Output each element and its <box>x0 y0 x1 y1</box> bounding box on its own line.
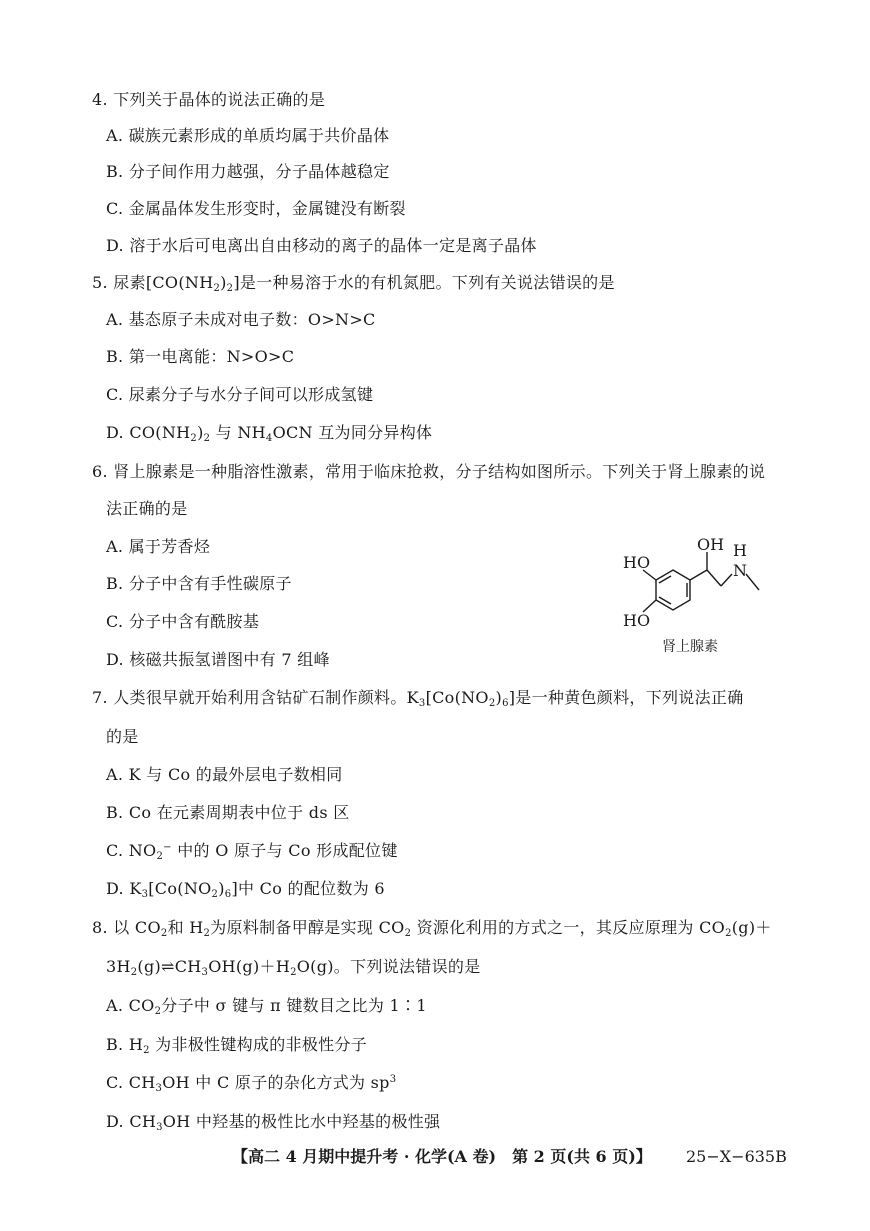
q4-stem: 4. 下列关于晶体的说法正确的是 <box>92 90 326 109</box>
q4-option-a: A. 碳族元素形成的单质均属于共价晶体 <box>106 126 390 145</box>
q6-option-b: B. 分子中含有手性碳原子 <box>106 574 292 593</box>
q6-option-d: D. 核磁共振氢谱图中有 7 组峰 <box>106 650 330 669</box>
q8-option-d: D. $CH_3OH$ 中羟基的极性比水中羟基的极性强 <box>106 1112 441 1133</box>
q5-option-a: A. 基态原子未成对电子数：O>N>C <box>106 310 376 329</box>
q7-option-d: D. $K_3[Co(NO_2)_6]$中 Co 的配位数为 6 <box>106 879 385 900</box>
ho-top-label: HO <box>623 553 651 572</box>
q5-option-b: B. 第一电离能：N>O>C <box>106 347 295 366</box>
q8-option-a: A. $CO_2$分子中 σ 键与 π 键数目之比为 1∶1 <box>106 996 427 1017</box>
q5-option-c: C. 尿素分子与水分子间可以形成氢键 <box>106 385 374 404</box>
side-chain-bond-2 <box>707 570 721 586</box>
q8-option-c: C. $CH_3OH$ 中 C 原子的杂化方式为 $sp^3$ <box>106 1073 397 1094</box>
q4-option-c: C. 金属晶体发生形变时，金属键没有断裂 <box>106 199 406 218</box>
q6-stem-line1: 6. 肾上腺素是一种脂溶性激素，常用于临床抢救，分子结构如图所示。下列关于肾上腺素的说 <box>92 462 766 481</box>
structure-caption: 肾上腺素 <box>662 639 718 655</box>
q8-option-b: B. $H_2$ 为非极性键构成的非极性分子 <box>106 1035 368 1056</box>
page-footer-code: 25−X−635B <box>686 1147 787 1166</box>
h-label: H <box>733 541 747 560</box>
benzene-ring <box>656 570 690 610</box>
q8-stem-line1: 8. 以 $CO_2$和 $H_2$为原料制备甲醇是实现 $CO_2$ 资源化利用的方式之一，其反应原理为 $CO_2(g)+$ <box>92 918 772 939</box>
oh-label: OH <box>697 535 725 554</box>
q4-option-b: B. 分子间作用力越强，分子晶体越稳定 <box>106 162 390 181</box>
side-chain-bond-3 <box>721 574 732 586</box>
q6-option-a: A. 属于芳香烃 <box>106 537 211 556</box>
q7-stem-line1: 7. 人类很早就开始利用含钴矿石制作颜料。$K_3[Co(NO_2)_6]$是一种黄色颜料，下列说法正确 <box>92 688 744 709</box>
page-footer-title: 【高二 4 月期中提升考 · 化学(A 卷) 第 2 页(共 6 页)】 <box>232 1147 652 1166</box>
q6-option-c: C. 分子中含有酰胺基 <box>106 612 260 631</box>
q7-stem-line2: 的是 <box>106 727 139 746</box>
q5-option-d: D. $CO(NH_2)_2$ 与 $NH_4OCN$ 互为同分异构体 <box>106 423 433 444</box>
q8-stem-line2: $3H_2(g)\rightleftharpoons CH_3OH(g)+H_2O(g)$。下列说法错误的是 <box>106 957 481 978</box>
q7-option-a: A. K 与 Co 的最外层电子数相同 <box>106 765 343 784</box>
adrenaline-structure <box>615 528 775 658</box>
q7-option-b: B. Co 在元素周期表中位于 ds 区 <box>106 803 350 822</box>
q7-option-c: C. $NO_2^-$ 中的 O 原子与 Co 形成配位键 <box>106 841 398 862</box>
q4-option-d: D. 溶于水后可电离出自由移动的离子的晶体一定是离子晶体 <box>106 236 537 255</box>
n-methyl-bond <box>746 574 759 590</box>
q6-stem-line2: 法正确的是 <box>106 499 188 518</box>
q5-stem: 5. 尿素$[CO(NH_2)_2]$是一种易溶于水的有机氮肥。下列有关说法错误的是 <box>92 273 615 294</box>
ho-bottom-label: HO <box>623 611 651 630</box>
n-label: N <box>733 561 747 580</box>
side-chain-bond-1 <box>690 570 707 580</box>
